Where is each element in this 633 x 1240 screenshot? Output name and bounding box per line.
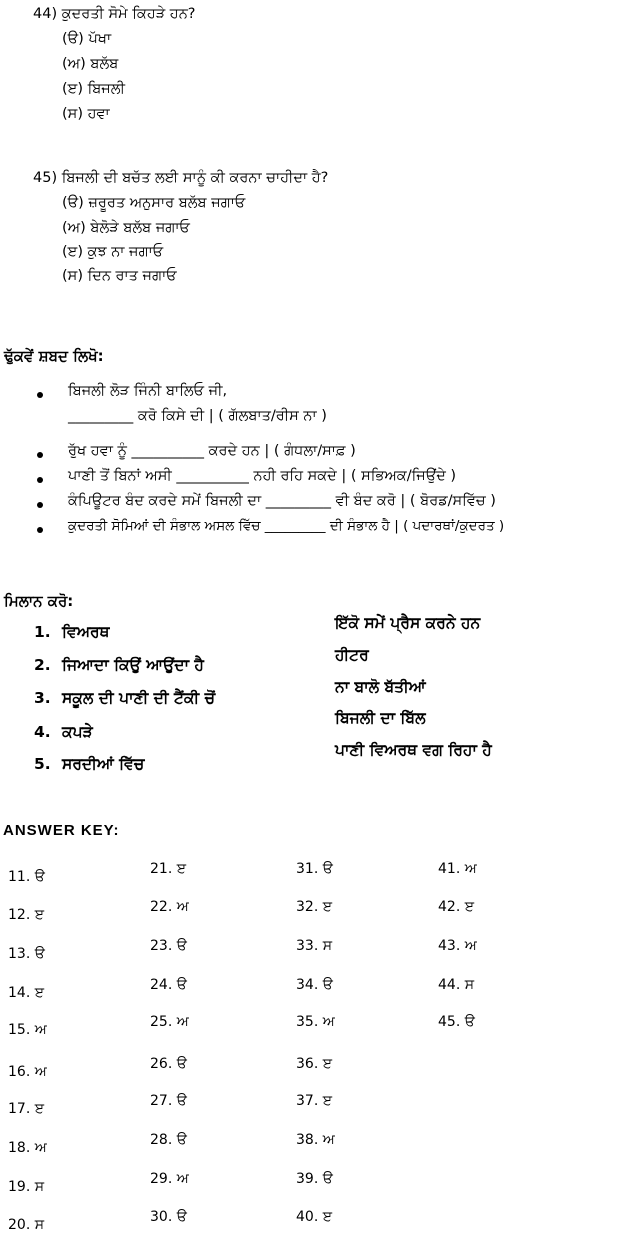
- answer-key-item: 17. ੲ: [8, 1101, 45, 1117]
- q44-option-a: (ੳ) ਪੱਖਾ: [62, 31, 112, 47]
- answer-key-item: 11. ੳ: [8, 869, 45, 885]
- bullet-dot: [37, 502, 43, 508]
- q45-option-a: (ੳ) ਜ਼ਰੂਰਤ ਅਨੁਸਾਰ ਬਲੱਬ ਜਗਾਓ: [62, 195, 246, 211]
- answer-key-item: 33. ਸ: [296, 938, 333, 954]
- match-left-2-number: 2.: [34, 656, 51, 674]
- match-left-2: ਜਿਆਦਾ ਕਿਉਂ ਆਉਂਦਾ ਹੈ: [62, 656, 204, 674]
- answer-key-item: 38. ਅ: [296, 1132, 335, 1148]
- match-right-3: ਨਾ ਬਾਲੋ ਬੱਤੀਆਂ: [335, 678, 426, 696]
- answer-key-item: 22. ਅ: [150, 899, 189, 915]
- q44-option-d: (ਸ) ਹਵਾ: [62, 106, 110, 122]
- match-right-1: ਇੱਕੋ ਸਮੇਂ ਪ੍ਰੈਸ ਕਰਨੇ ਹਨ: [335, 614, 481, 632]
- answer-key-item: 14. ੲ: [8, 985, 45, 1001]
- match-right-2: ਹੀਟਰ: [335, 646, 369, 664]
- fill-item-4: ਕੰਪਿਊਟਰ ਬੰਦ ਕਰਦੇ ਸਮੇਂ ਬਿਜਲੀ ਦਾ _________ ਵੀ ਬੰਦ ਕਰੋ | ( ਬੋਰਡ/ਸਵਿੱਚ ): [68, 493, 496, 509]
- answer-key-item: 13. ੳ: [8, 946, 45, 962]
- answer-key-item: 41. ਅ: [438, 861, 477, 877]
- answer-key-item: 35. ਅ: [296, 1014, 335, 1030]
- match-left-3-number: 3.: [34, 689, 51, 707]
- answer-key-item: 36. ੲ: [296, 1056, 333, 1072]
- answer-key-item: 25. ਅ: [150, 1014, 189, 1030]
- answer-key-item: 42. ੲ: [438, 899, 475, 915]
- answer-key-item: 37. ੲ: [296, 1093, 333, 1109]
- answer-key-title: ANSWER KEY:: [3, 822, 120, 839]
- match-left-4: ਕਪੜੇ: [62, 723, 93, 741]
- answer-key-item: 26. ੳ: [150, 1056, 187, 1072]
- answer-key-item: 39. ੳ: [296, 1171, 333, 1187]
- q45-option-b: (ਅ) ਬੇਲੋੜੇ ਬਲੱਬ ਜਗਾਓ: [62, 220, 190, 236]
- match-left-5: ਸਰਦੀਆਂ ਵਿੱਚ: [62, 755, 145, 773]
- answer-key-item: 23. ੳ: [150, 938, 187, 954]
- fill-item-1-line-1: ਬਿਜਲੀ ਲੋੜ ਜਿੰਨੀ ਬਾਲਿਓ ਜੀ,: [68, 383, 228, 399]
- q45-option-d: (ਸ) ਦਿਨ ਰਾਤ ਜਗਾਓ: [62, 268, 177, 284]
- answer-key-item: 16. ਅ: [8, 1064, 47, 1080]
- question-44: 44) ਕੁਦਰਤੀ ਸੋਮੇ ਕਿਹੜੇ ਹਨ?: [33, 6, 196, 22]
- answer-key-item: 21. ੲ: [150, 861, 187, 877]
- bullet-dot: [37, 527, 43, 533]
- answer-key-item: 43. ਅ: [438, 938, 477, 954]
- match-left-3: ਸਕੂਲ ਦੀ ਪਾਣੀ ਦੀ ਟੈਂਕੀ ਚੋਂ: [62, 689, 216, 707]
- q45-option-c: (ੲ) ਕੁਝ ਨਾ ਜਗਾਓ: [62, 244, 164, 260]
- answer-key-item: 32. ੲ: [296, 899, 333, 915]
- match-left-4-number: 4.: [34, 723, 51, 741]
- bullet-dot: [37, 477, 43, 483]
- answer-key-item: 15. ਅ: [8, 1022, 47, 1038]
- answer-key-item: 30. ੳ: [150, 1209, 187, 1225]
- answer-key-item: 40. ੲ: [296, 1209, 333, 1225]
- answer-key-item: 20. ਸ: [8, 1217, 45, 1233]
- answer-key-item: 18. ਅ: [8, 1140, 47, 1156]
- match-left-1: ਵਿਅਰਥ: [62, 623, 110, 641]
- fill-item-1-line-2: _________ ਕਰੋ ਕਿਸੇ ਦੀ | ( ਗੱਲਬਾਤ/ਰੀਸ ਨਾ ): [68, 408, 327, 424]
- answer-key-item: 28. ੳ: [150, 1132, 187, 1148]
- fill-item-5: ਕੁਦਰਤੀ ਸੋਮਿਆਂ ਦੀ ਸੰਭਾਲ ਅਸਲ ਵਿੱਚ _________ ਦੀ ਸੰਭਾਲ ਹੈ | ( ਪਦਾਰਥਾਂ/ਕੁਦਰਤ ): [68, 518, 505, 534]
- fill-blanks-heading: ਢੁੱਕਵੇਂ ਸ਼ਬਦ ਲਿਖੋ:: [4, 347, 104, 365]
- match-left-5-number: 5.: [34, 755, 51, 773]
- answer-key-item: 44. ਸ: [438, 977, 475, 993]
- answer-key-item: 34. ੳ: [296, 977, 333, 993]
- fill-item-3: ਪਾਣੀ ਤੋਂ ਬਿਨਾਂ ਅਸੀ __________ ਨਹੀ ਰਹਿ ਸਕਦੇ | ( ਸਭਿਅਕ/ਜਿਉਂਦੇ ): [68, 468, 457, 484]
- match-right-5: ਪਾਣੀ ਵਿਅਰਥ ਵਗ ਰਿਹਾ ਹੈ: [335, 741, 492, 759]
- answer-key-item: 31. ੳ: [296, 861, 333, 877]
- match-right-4: ਬਿਜਲੀ ਦਾ ਬਿੱਲ: [335, 709, 426, 727]
- fill-item-2: ਰੁੱਖ ਹਵਾ ਨੂੰ __________ ਕਰਦੇ ਹਨ | ( ਗੰਧਲਾ/ਸਾਫ਼ ): [68, 443, 356, 459]
- q44-option-c: (ੲ) ਬਿਜਲੀ: [62, 81, 125, 97]
- answer-key-item: 12. ੲ: [8, 907, 45, 923]
- answer-key-item: 27. ੳ: [150, 1093, 187, 1109]
- answer-key-item: 29. ਅ: [150, 1171, 189, 1187]
- question-45: 45) ਬਿਜਲੀ ਦੀ ਬਚੱਤ ਲਈ ਸਾਨੂੰ ਕੀ ਕਰਨਾ ਚਾਹੀਦਾ ਹੈ?: [33, 170, 329, 186]
- match-heading: ਮਿਲਾਨ ਕਰੋ:: [4, 592, 74, 610]
- answer-key-item: 24. ੳ: [150, 977, 187, 993]
- q44-option-b: (ਅ) ਬਲੱਬ: [62, 56, 119, 72]
- bullet-dot: [37, 452, 43, 458]
- match-left-1-number: 1.: [34, 623, 51, 641]
- bullet-dot: [37, 392, 43, 398]
- answer-key-item: 45. ੳ: [438, 1014, 475, 1030]
- answer-key-item: 19. ਸ: [8, 1179, 45, 1195]
